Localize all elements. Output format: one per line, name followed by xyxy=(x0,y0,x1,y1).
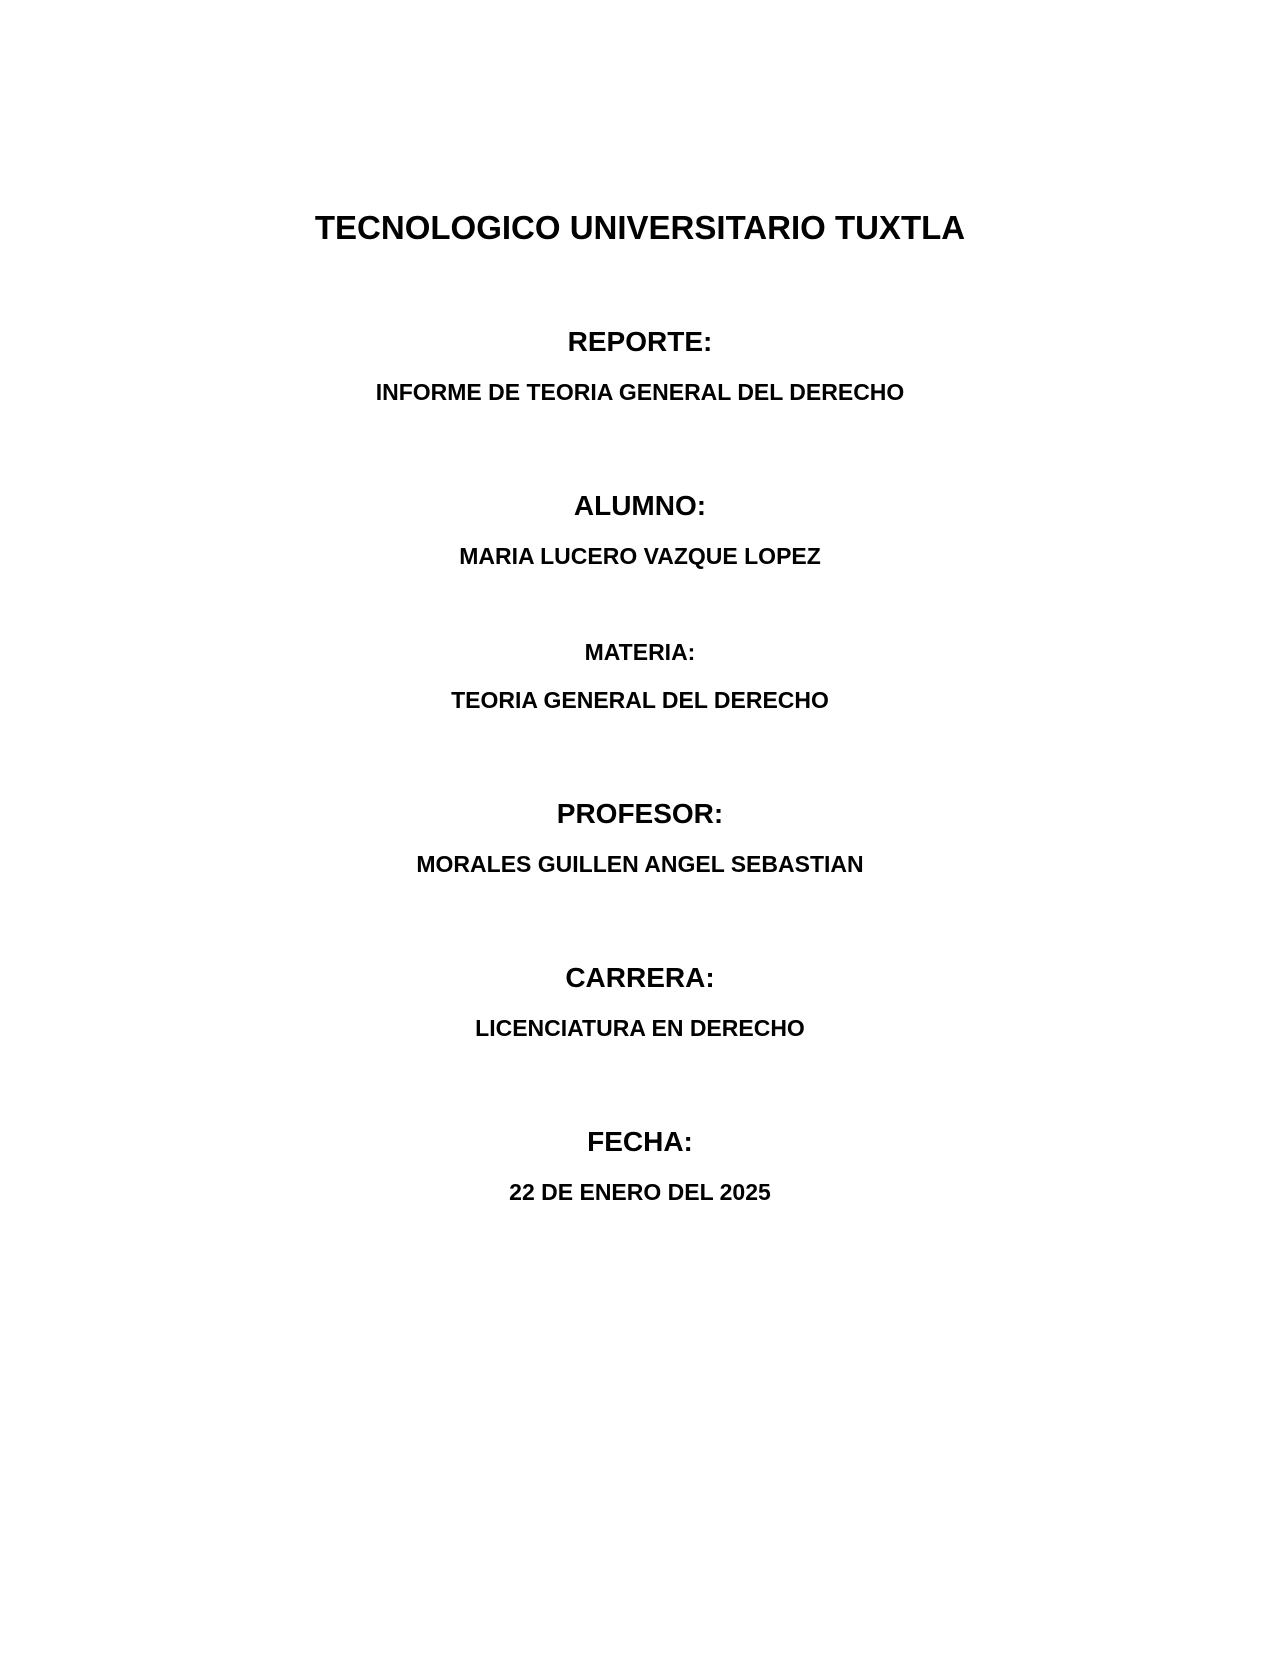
report-label: REPORTE: xyxy=(567,326,713,357)
date-value: 22 DE ENERO DEL 2025 xyxy=(509,1179,771,1205)
professor-label: PROFESOR: xyxy=(556,798,724,829)
date-label: FECHA: xyxy=(587,1126,693,1157)
student-name: MARIA LUCERO VAZQUE LOPEZ xyxy=(459,543,821,569)
subject-label: MATERIA: xyxy=(584,639,696,665)
professor-name: MORALES GUILLEN ANGEL SEBASTIAN xyxy=(416,851,864,877)
subject-name: TEORIA GENERAL DEL DERECHO xyxy=(451,687,829,713)
institution-title: TECNOLOGICO UNIVERSITARIO TUXTLA xyxy=(314,209,966,246)
report-title: INFORME DE TEORIA GENERAL DEL DERECHO xyxy=(375,379,905,405)
student-label: ALUMNO: xyxy=(573,490,707,521)
career-name: LICENCIATURA EN DERECHO xyxy=(475,1015,805,1041)
career-label: CARRERA: xyxy=(565,962,715,993)
